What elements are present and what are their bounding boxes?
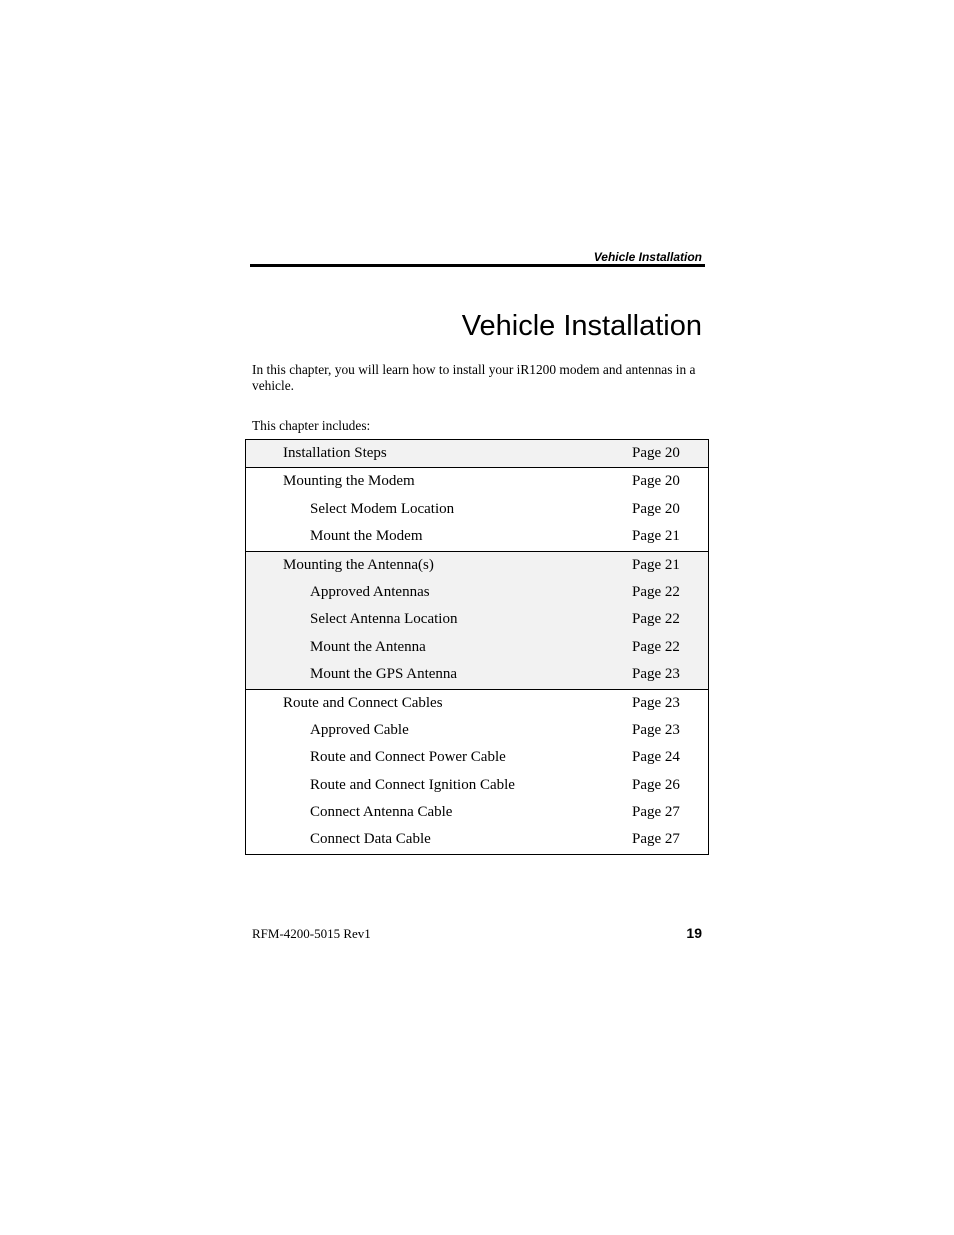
toc-entry-label: Select Antenna Location xyxy=(310,611,458,628)
toc-entry-label: Installation Steps xyxy=(283,445,387,461)
running-header: Vehicle Installation xyxy=(593,250,702,264)
toc-subentry[interactable] xyxy=(246,799,708,826)
toc-entry-label: Route and Connect Cables xyxy=(283,694,443,711)
toc-entry-page: Page 22 xyxy=(632,638,680,655)
toc-entry-label: Connect Antenna Cable xyxy=(310,804,453,821)
toc-entry[interactable] xyxy=(246,690,708,717)
toc-entry-page: Page 22 xyxy=(632,611,680,628)
toc-entry-page: Page 23 xyxy=(632,694,680,711)
chapter-title: Vehicle Installation xyxy=(461,310,702,342)
toc-entry-label: Mount the Antenna xyxy=(310,638,426,655)
toc-entry-label: Connect Data Cable xyxy=(310,831,431,848)
toc-subentry[interactable] xyxy=(246,579,708,606)
toc-entry[interactable] xyxy=(246,552,708,579)
toc-subentry[interactable] xyxy=(246,744,708,771)
intro-paragraph: In this chapter, you will learn how to install your iR1200 modem and antennas in a vehicle. xyxy=(252,362,696,393)
includes-label: This chapter includes: xyxy=(252,418,371,433)
document-number: RFM-4200-5015 Rev1 xyxy=(252,926,371,941)
toc-group xyxy=(246,689,708,854)
toc-entry-page: Page 24 xyxy=(632,749,680,766)
toc-entry-page: Page 21 xyxy=(632,556,680,573)
toc-group xyxy=(246,551,708,689)
toc-subentry[interactable] xyxy=(246,634,708,661)
toc-entry-label: Route and Connect Ignition Cable xyxy=(310,776,515,793)
toc-group xyxy=(246,440,708,467)
toc-entry-label: Approved Cable xyxy=(310,721,409,738)
toc-entry-label: Mount the Modem xyxy=(310,528,423,545)
toc-subentry[interactable] xyxy=(246,717,708,744)
toc-entry-page: Page 27 xyxy=(632,804,680,821)
toc-group xyxy=(246,467,708,550)
toc-entry-page: Page 20 xyxy=(632,500,680,517)
toc-entry[interactable] xyxy=(246,440,708,467)
toc-subentry[interactable] xyxy=(246,826,708,853)
toc-subentry[interactable] xyxy=(246,496,708,523)
toc-entry-page: Page 26 xyxy=(632,776,680,793)
toc-entry-page: Page 23 xyxy=(632,666,680,683)
toc-entry-label: Route and Connect Power Cable xyxy=(310,749,506,766)
toc-subentry[interactable] xyxy=(246,606,708,633)
toc-entry-label: Mounting the Modem xyxy=(283,473,415,490)
toc-entry-page: Page 27 xyxy=(632,831,680,848)
toc-entry[interactable] xyxy=(246,468,708,495)
toc-entry-label: Mounting the Antenna(s) xyxy=(283,556,434,573)
toc-subentry[interactable] xyxy=(246,772,708,799)
header-rule xyxy=(250,264,705,267)
toc-entry-page: Page 20 xyxy=(632,473,680,490)
toc-subentry[interactable] xyxy=(246,661,708,688)
toc-entry-page: Page 20 xyxy=(632,445,680,461)
toc-subentry[interactable] xyxy=(246,523,708,550)
page-number: 19 xyxy=(686,925,702,941)
toc-entry-page: Page 23 xyxy=(632,721,680,738)
contents-table xyxy=(245,439,709,855)
toc-entry-page: Page 22 xyxy=(632,583,680,600)
toc-entry-label: Mount the GPS Antenna xyxy=(310,666,458,683)
toc-entry-label: Approved Antennas xyxy=(310,583,430,600)
toc-entry-label: Select Modem Location xyxy=(310,500,455,517)
toc-entry-page: Page 21 xyxy=(632,528,680,545)
